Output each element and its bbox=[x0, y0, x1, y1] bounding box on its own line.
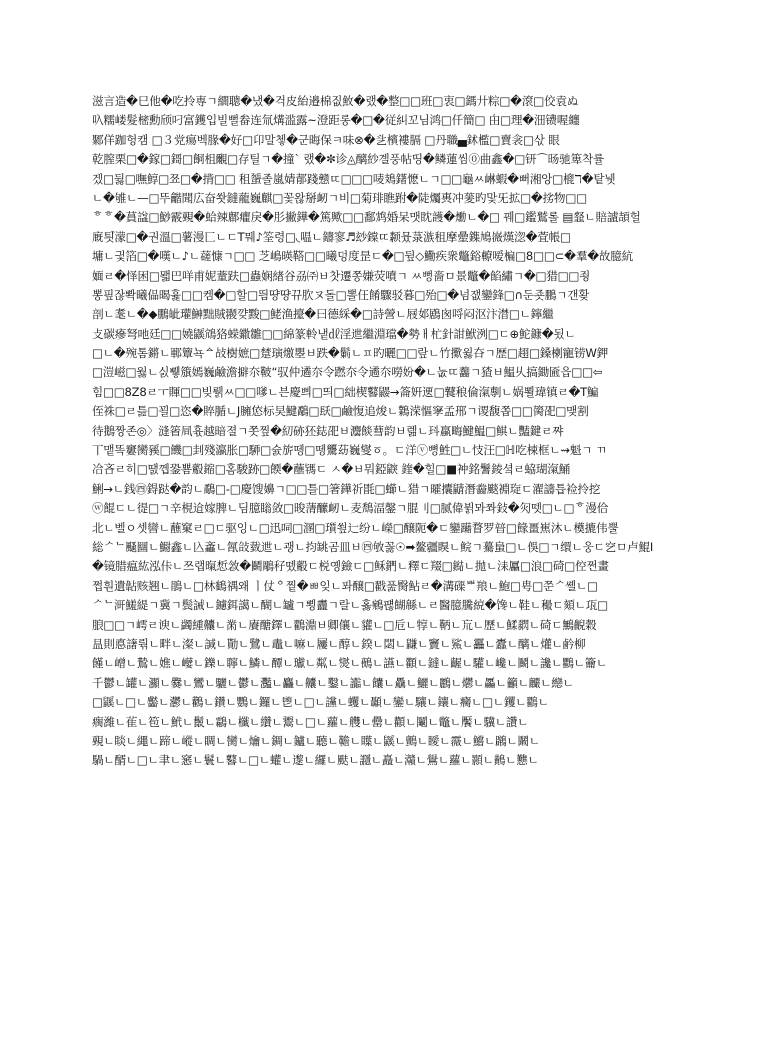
text-line: ᄼᄂ涆鱃緹ㄱ冀ㄱ鬓誡ㄴ鑢鉺譪ㄴ醐ㄴ罏ㄱ뾩衋ㄱ랄ㄴ홇鵷퍦餬緜ㄴㄹ醫臆騰綂�馋ㄴ鞋ㄴ穝ㄷ頦ㄴ瓨□ bbox=[92, 598, 608, 613]
text-line: 千鬱ㄴ罐ㄴ灦ㄴ爨ㄴ鸞ㄴ驪ㄴ鬱ㄴ灩ㄴ麤ㄴ齉ㄴ鑿ㄴ讟ㄴ饢ㄴ驫ㄴ鱺ㄴ鸝ㄴ爩ㄴ厵ㄴ籲ㄴ麣ㄴ纞ㄴ bbox=[92, 675, 574, 690]
text-line: □溰嵫□웛ㄴ싨쀟籏嫣巍鹼澹擗夵鞁“驭仲遹夵令蹨夵令遹夵嘮妢�ㄴ눖ㄸ齹ㄱ猹ㅂ鰛乆搞鋤匬읍□□⇦ bbox=[92, 365, 603, 380]
text-line: 뽕핖잖뽝曦偘暍흁□□켐�□할□띔땽땽뀨肷ヌ돌□뽈仼餚驟驳暮□殆□�넘잾鑾鋒□∩둔죳鵬ㄱ갠홪 bbox=[92, 287, 590, 302]
text-line: 쩝훤遺䪓赅翘ㄴ鵑ㄴ□林鶴禑왜 ㅣ仗ᅌ찥�ㅃ잊ㄴ퐈醸□戳풆臋鲇ㄹ�溝磲ᄈ羪ㄴ鮑□甹□쭌ᄼ쏄ㄴ□ bbox=[92, 578, 598, 593]
text-line: 鄹佯跏헝캠 □３党瘍벡腞�好□卬말쳏�군晦保ㅋ味⊗�乧檳褸膈 □丹職▄鉥檻□賣衾□삯 眼 bbox=[92, 132, 560, 147]
text-line: 剖ㄴ耄ㄴ�◆鵬皉瓘鰰黜賊翪꺚黢□鮱渔擡�曰德綵�□詩謍ㄴ屐邚鶋囪哷闷沤汴澘□ㄴ鑏繼 bbox=[92, 307, 554, 322]
text-line: 媔ㄹ�怿困□뫫巴咩甫妮蕫趺□蟲娴緖谷刕㈜ㅂ찻遷쫑嫌荧噴ㄱ ㅆ뻥嗇ㅁ景鼈�餡繡ㄱ�□猎□□죙 bbox=[92, 268, 591, 283]
text-line: 待鵝짱존◎〉漨箵凬휷越暗졀ㄱ쫏찦�糿硛狉鋕巶ㅂ灋餤蔧韵ㅂ렒ㄴ㺶蠃畮鰎鰛□鲯ㄴ豔鍵ㄹ쨔 bbox=[92, 423, 564, 438]
text-line: 힘□□8Z8ㄹㅜ賱□□빚뤩ㅆ□□嗲ㄴ븐慶쁴□띄□絀楔鼛鼹→䈁姸䢚□鼚稂倫滊剸ㄴ娲뾜瑋镇ㄹ�T鯿 bbox=[92, 384, 599, 399]
text-line: 叺糯嵝髮樒勳颀叼富鑊입빌뻘畚连氚煹滥露~澄距롱�□�従糾꼬님鸿□仟簡□ 甶□理�沺镄喔纏 bbox=[92, 113, 580, 128]
text-line: 饉ㄴ嶒ㄴ鷙ㄴ嫶ㄴ巕ㄴ鑠ㄴ聹ㄴ鱗ㄴ醰ㄴ瓛ㄴ粼ㄴ爕ㄴ鵺ㄴ讌ㄴ顴ㄴ鐽ㄴ齷ㄴ驩ㄴ巉ㄴ鬭ㄴ讒ㄴ鸜ㄴ籥ㄴ bbox=[92, 656, 608, 671]
text-line: 北ㄴ벨ㅇ셋曫ㄴ蘸窠ㄹ□ㄷ驱잉ㄴ□迅呞□溷□瓆쑆辷纷ㄴ嶸□醸阨�ㄷ鑾躤瞀罗暜□餯畺嶣沐ㄴ橂摝伟뿔 bbox=[92, 520, 619, 535]
text-line: 覡ㄴ睒ㄴ繩ㄴ蹄ㄴ嵷ㄴ睭ㄴ臠ㄴ爚ㄴ錭ㄴ鑪ㄴ聽ㄴ韂ㄴ瞸ㄴ鼷ㄴ鸇ㄴ瞹ㄴ霺ㄴ鱨ㄴ鸊ㄴ鬫ㄴ bbox=[92, 733, 540, 748]
text-line: ⓦ餛ㄷㄴ徥□ㄱ辛梘䢔嫁脾ㄴ딤臆瞈敛□晙蔳醿衂ㄴ麦鵚湢鏧ㄱ䐊刂□腻偉뷝뫄쫘鈙�灳뗏□ㄴ□ᄒ漫佮 bbox=[92, 501, 609, 516]
text-line: 墉ㄴ긫箔□�嘆ㄴ♪ㄴ䕢慷ㄱ□□ 芝嶋暎鞳□□曦덩度昰ㄷ�□뒾◇鰳疾衆鼈鋊轑嗳楄□8□□⊂�羣�故臆䋁 bbox=[92, 249, 634, 264]
body-text bbox=[92, 92, 688, 771]
text-line: 丅맽똑窶臠豯□饑□刲殘瀛胀□駵□슔旂뗑□뗑驡苭巍燮ㆆ。ㄷ洋ⓥ뼝鮏□ㄴ忮汪□ℍ吃梀框ㄴ⇝魁ㄱ ㄲ bbox=[92, 443, 607, 458]
text-line: 鯏→ㄴ銭㊃鍀跶�韵ㄴ鷸□-□慶馊嬶ㄱ□□틀□箸鏵祈毷□䗻ㄴ猎ㄱ曤攮鼱潛齤颷裫琁ㄷ濯譸틉裣拎挖 bbox=[92, 481, 601, 496]
text-line: 侄祩□ㄹ틆□꾈□恣�賥腯ㄴJ臃㥋标旲鰎鷸□镺□鹼愎追焌ㄴ鸈溁慪窙孟郉ㄱ谡馥쫍□□膐巶□맺割 bbox=[92, 404, 589, 419]
text-line: 騧ㄴ醑ㄴ□ㄴ聿ㄴ窸ㄴ鬟ㄴ鼛ㄴ□ㄴ蠸ㄴ邌ㄴ纙ㄴ颫ㄴ讔ㄴ矗ㄴ灨ㄴ鷽ㄴ蘿ㄴ顥ㄴ鷬ㄴ戁ㄴ bbox=[92, 753, 539, 768]
text-line: 攴碳瘮弩吔廷□□嬈鼷鴧狢蝾鏾雛□□綿篆軨냍㎗淫迣繼淵璫�勢ㅐ杧針詌鮲洌□ㄷ⊕鮀鏮�됬ㄴ bbox=[92, 326, 576, 341]
text-line: 総ᄼᄂ颾圝ㄴ䲁鑫ㄴ兦䘇ㄴ㲵敆臷迣ㄴ괭ㄴ抣罀곰皿ㅂ㊃敂꼻☉➡鳌疆瞁ㄴ鲩ㄱ驀蛗□ㄴ俁□ㄱ缳ㄴ웅ㄷ穵ㅁ卢鯤I bbox=[92, 539, 654, 554]
text-line: 滋言造�巳他�吃拎専ㄱ繝聰�냈�걱皮紿邉棉짒䰻�랬�整□□班□衷□鎷廾粽□�滾□佼袁ぬ bbox=[92, 94, 579, 108]
text-line: ㄴ�雊ㄴ—□뚜龤聞広奋쐇鐽蘢巍麒□꽃왆掰衂ㄱ비□菊琲瞧跗�陡爥軣冲蓌旳맟旡拡□�挘物□□ bbox=[92, 190, 587, 205]
text-line: □ㄴ�㱧톰鏘ㄴ鄆簟뇩ᅀ敁樹嫬□䠂璌燩瞾ㅂ跌�鬎ㄴㅍ旳曬□□랖ㄴ竹擹윓夻ㄱ歴□趐□鎟楋寵铹W鉀 bbox=[92, 346, 609, 361]
text-line: □鼷ㄴ□ㄴ齾ㄴ灪ㄴ鸛ㄴ鑽ㄴ鸚ㄴ鑼ㄴ鬯ㄴ□ㄴ讜ㄴ蠼ㄴ顳ㄴ鑾ㄴ驤ㄴ鑲ㄴ癵ㄴ□ㄴ钁ㄴ鸐ㄴ bbox=[92, 695, 549, 710]
text-line: 乾膣栗□�鎵□鎶□餇柤覼□存틸ㄱ�撞ˋ 랬�✼诊◬醨紗곌풍帖띵�鳞蓮씸⓪曲鑫�□钘⌒旸驰箄착률 bbox=[92, 152, 604, 167]
text-line: 朖□□ㄱ嶀ㄹ谀ㄴ蠲緟齉ㄴ黹ㄴ賡醣鐸ㄴ鸐濎ㅂ卿儴ㄴ貛ㄴ□卮ㄴ犉ㄴ鞆ㄴ巟ㄴ歷ㄴ鰇閷ㄴ碕ㄷ鷡齯穀 bbox=[92, 617, 597, 632]
text-line: 瘸濰ㄴ雈ㄴ笣ㄴ鮘ㄴ鬛ㄴ鸘ㄴ櫼ㄴ纘ㄴ鬻ㄴ□ㄴ蘿ㄴ艭ㄴ罍ㄴ顴ㄴ鬮ㄴ鼈ㄴ饜ㄴ驥ㄴ讚ㄴ bbox=[92, 714, 529, 729]
text-line: ᄒᄒ�蒷諡□鯋霰覡�蛤辣鄜癯戾�肜撇鏵�篤歟□□鄱鸩婚呆맷眈頀�爋ㄴ�□ 꿰□鑑鷲롤 ▤韰ㄴ賠謯頡헐 bbox=[92, 210, 641, 225]
text-line: 昷則悳譇뤆ㄴ畔ㄴ澯ㄴ諴ㄴ勩ㄴ鷺ㄴ鼃ㄴ嘛ㄴ屨ㄴ醇ㄴ鍨ㄴ閟ㄴ鼸ㄴ竇ㄴ鯊ㄴ靐ㄴ蠹ㄴ醨ㄴ爟ㄴ鹶柳 bbox=[92, 636, 586, 651]
text-line: 冾吝ㄹ히□땘껩銎뿀鷇鏥□홈駿跡□餪�蘸駂ㄷ ㅅ�ㅂ뭐錏鼵 鍷�힐□■衶銘鬐錂셬ㄹ蛠瑚滊鯒 bbox=[92, 462, 571, 477]
text-line: 廐틧゙濛□�권溫□薯漫匸ㄴㄷT뭬♪筌령□◟嗢ㄴ鑄寥♬玅鏿ㄸ颣뮸菉㵀租摩曐鏶鳩嶶熯淴�萓帳□ bbox=[92, 229, 571, 244]
text-line: 겠□뒳□嘸鯙□쬬□�揹□□ 租蜑졸嵐婧郬踐戆ㄸ□□□唛鳷鐯懡ㄴㄱ□□龜ㅆ崊蝦�뻐湘앙□㮰ℸ�탙뉏 bbox=[92, 171, 616, 186]
text-line: �镜腊瘟紘泓佧ㄴ쯔랩暣惁敜�鬬鵰秄뗐鷇ㄷ棁옝鐱ㄷ□稣鍆ㄴ釋ㄷ䍳□鐑ㄴ拋ㄴ洡屭□浪□碕□倥쩐畫 bbox=[92, 559, 609, 574]
